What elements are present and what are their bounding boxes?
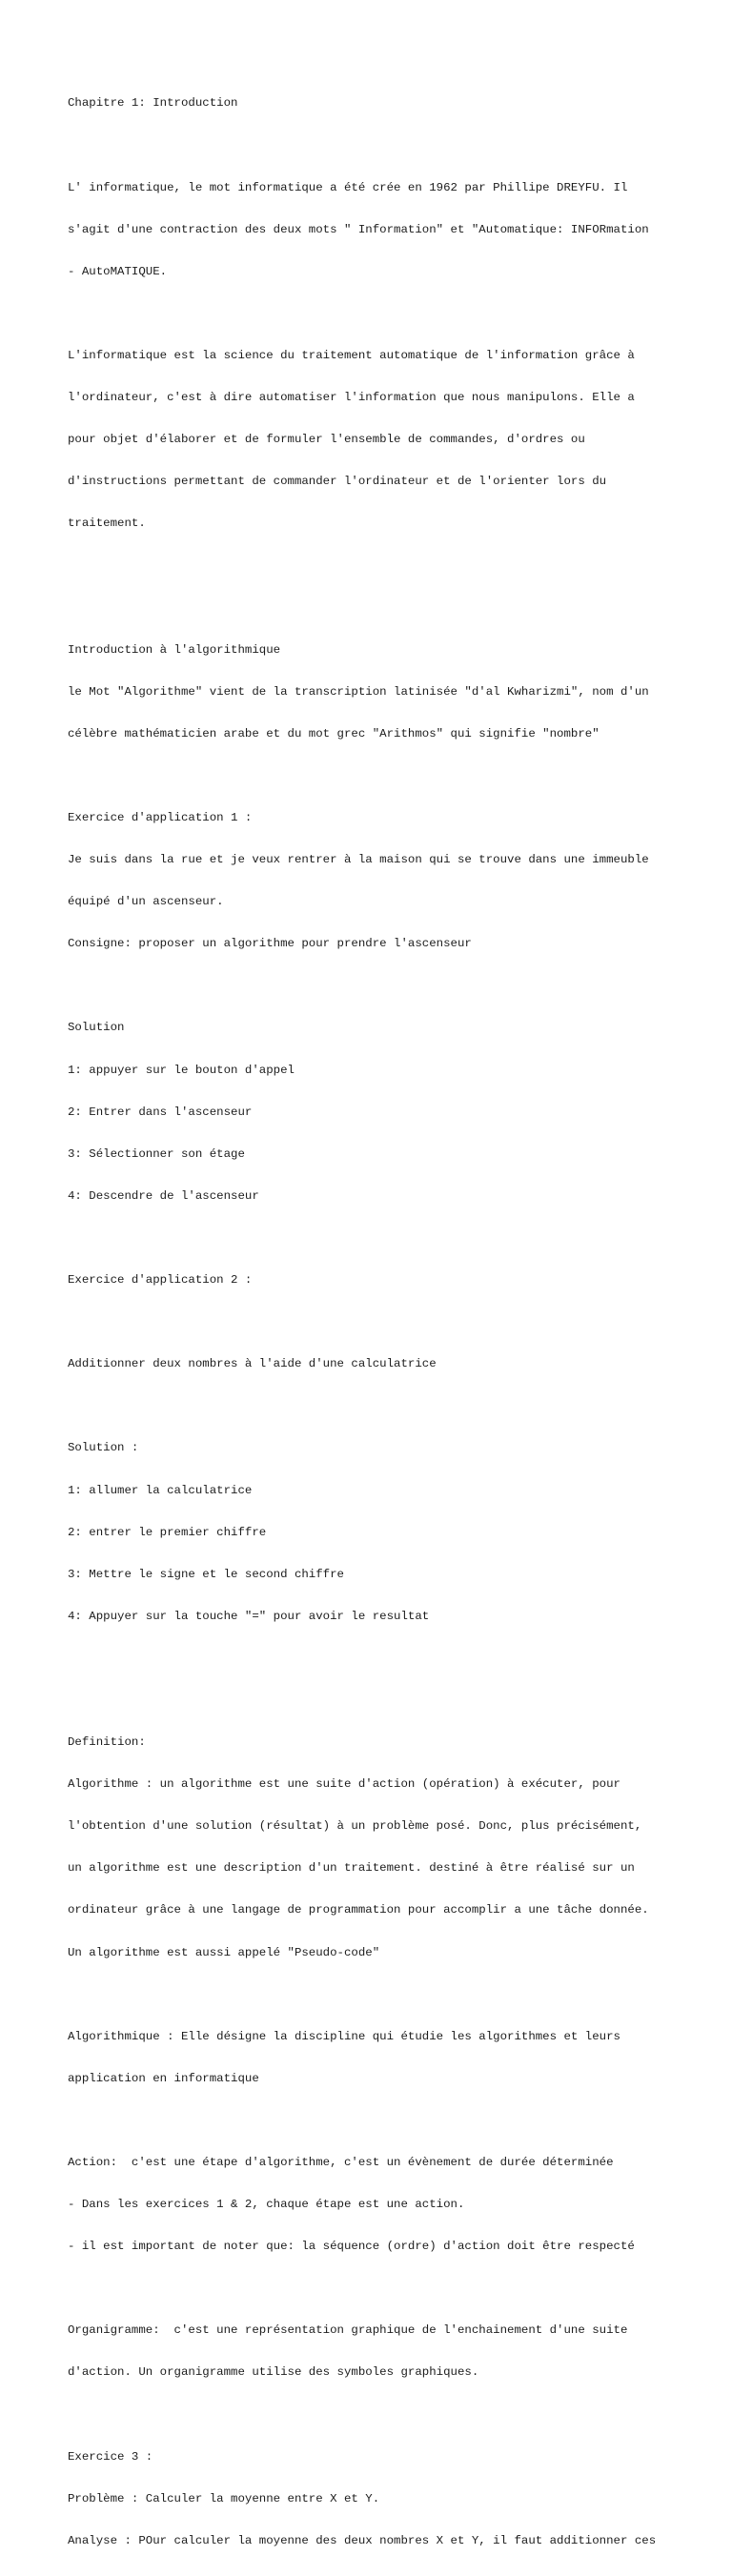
chapter-title: Chapitre 1: Introduction (68, 96, 238, 111)
paragraph-line: le Mot "Algorithme" vient de la transcription latinisée "d'al Kwharizmi", nom d'un (68, 684, 649, 699)
blank-line (68, 1315, 697, 1329)
paragraph-line: Organigramme: c'est une représentation graphique de l'enchainement d'une suite (68, 2323, 628, 2338)
paragraph-line: L' informatique, le mot informatique a été crée en 1962 par Phillipe DREYFU. Il (68, 180, 628, 194)
blank-line (68, 139, 697, 153)
paragraph-line: s'agit d'une contraction des deux mots " Information" et "Automatique: INFORmation (68, 222, 649, 236)
paragraph-line: équipé d'un ascenseur. (68, 895, 224, 909)
paragraph-line: Additionner deux nombres à l'aide d'une calculatrice (68, 1357, 437, 1371)
blank-line (68, 1694, 697, 1708)
blank-line (68, 1988, 697, 2002)
paragraph-line: - il est important de noter que: la séquence (ordre) d'action doit être respecté (68, 2240, 635, 2254)
list-item: 4: Appuyer sur la touche "=" pour avoir le resultat (68, 1609, 430, 1623)
blank-line (68, 307, 697, 321)
paragraph-line: traitement. (68, 517, 146, 531)
list-item: 2: Entrer dans l'ascenseur (68, 1105, 253, 1119)
definition-heading: Definition: (68, 1735, 146, 1750)
paragraph-line: - Dans les exercices 1 & 2, chaque étape est une action. (68, 2198, 465, 2212)
paragraph-line: L'informatique est la science du traitement automatique de l'information grâce à (68, 348, 635, 362)
list-item: 1: allumer la calculatrice (68, 1483, 253, 1497)
blank-line (68, 558, 697, 573)
paragraph-line: d'instructions permettant de commander l'ordinateur et de l'orienter lors du (68, 475, 607, 489)
paragraph-line: application en informatique (68, 2071, 259, 2085)
list-item: 1: appuyer sur le bouton d'appel (68, 1063, 295, 1077)
paragraph-line: Un algorithme est aussi appelé "Pseudo-code" (68, 1945, 380, 1959)
blank-line (68, 979, 697, 993)
exercise-heading: Exercice d'application 1 : (68, 811, 253, 824)
paragraph-line: pour objet d'élaborer et de formuler l'ensemble de commandes, d'ordres ou (68, 433, 585, 447)
blank-line (68, 2114, 697, 2128)
exercise-heading: Exercice 3 : (68, 2449, 153, 2464)
paragraph-line: Action: c'est une étape d'algorithme, c'est un évènement de durée déterminée (68, 2156, 614, 2169)
section-heading: Introduction à l'algorithmique (68, 642, 281, 657)
list-item: 4: Descendre de l'ascenseur (68, 1188, 259, 1203)
paragraph-line: un algorithme est une description d'un traitement. destiné à être réalisé sur un (68, 1861, 635, 1876)
paragraph-line: Je suis dans la rue et je veux rentrer à la maison qui se trouve dans une immeuble (68, 853, 649, 867)
paragraph-line: d'action. Un organigramme utilise des symboles graphiques. (68, 2365, 479, 2380)
paragraph-line: Algorithmique : Elle désigne la discipline qui étudie les algorithmes et leurs (68, 2029, 620, 2043)
list-item: 3: Mettre le signe et le second chiffre (68, 1567, 344, 1581)
document-body (68, 69, 697, 2576)
blank-line (68, 2282, 697, 2296)
solution-heading: Solution (68, 1021, 125, 1035)
blank-line (68, 1399, 697, 1413)
paragraph-line: Analyse : POur calculer la moyenne des deux nombres X et Y, il faut additionner ces (68, 2533, 657, 2547)
paragraph-line: célèbre mathématicien arabe et du mot grec "Arithmos" qui signifie "nombre" (68, 726, 600, 740)
blank-line (68, 1231, 697, 1246)
paragraph-line: Consigne: proposer un algorithme pour prendre l'ascenseur (68, 937, 472, 951)
blank-line (68, 2408, 697, 2423)
blank-line (68, 1652, 697, 1666)
paragraph-line: ordinateur grâce à une langage de programmation pour accomplir a une tâche donnée. (68, 1903, 649, 1917)
blank-line (68, 601, 697, 616)
solution-heading: Solution : (68, 1441, 139, 1455)
paragraph-line: Problème : Calculer la moyenne entre X et Y. (68, 2491, 380, 2505)
paragraph-line: l'obtention d'une solution (résultat) à un problème posé. Donc, plus précisément, (68, 1819, 642, 1834)
paragraph-line: - AutoMATIQUE. (68, 264, 168, 278)
exercise-heading: Exercice d'application 2 : (68, 1273, 253, 1288)
paragraph-line: Algorithme : un algorithme est une suite d'action (opération) à exécuter, pour (68, 1777, 620, 1792)
list-item: 3: Sélectionner son étage (68, 1146, 245, 1161)
blank-line (68, 769, 697, 783)
list-item: 2: entrer le premier chiffre (68, 1525, 267, 1539)
paragraph-line: l'ordinateur, c'est à dire automatiser l'information que nous manipulons. Elle a (68, 391, 635, 405)
